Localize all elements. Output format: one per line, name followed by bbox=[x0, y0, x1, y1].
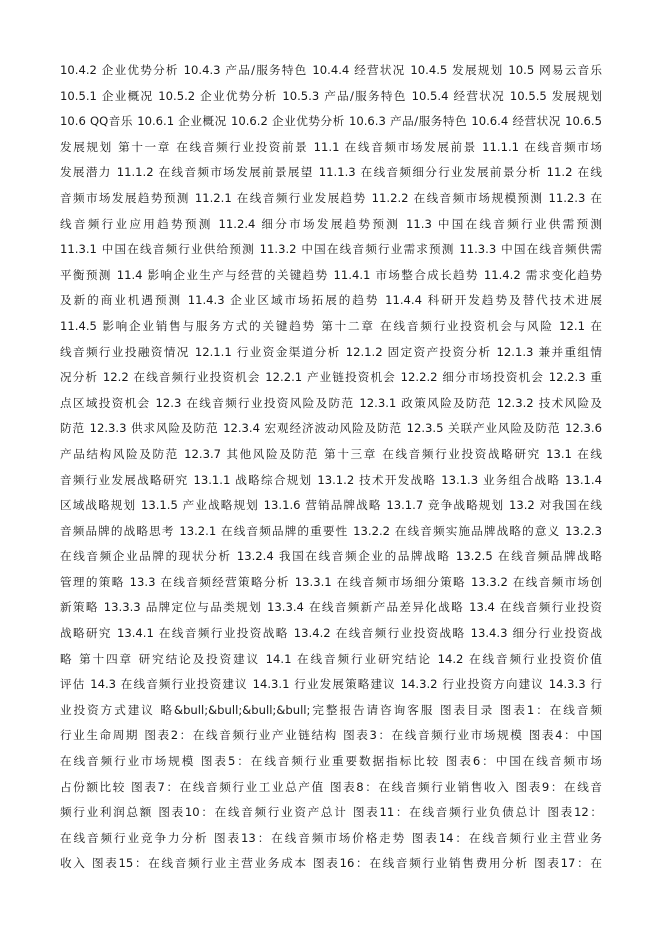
text-line: 评估 14.3 在线音频行业投资建议 14.3.1 行业发展策略建议 14.3.2 行业投资方向建议 14.3.3 行 bbox=[60, 677, 602, 692]
text-line: 收入 图表15：在线音频行业主营业务成本 图表16：在线音频行业销售费用分析 图表17：在 bbox=[60, 856, 602, 871]
text-line: 管理的策略 13.3 在线音频经营策略分析 13.3.1 在线音频市场细分策略 13.3.2 在线音频市场创 bbox=[60, 574, 602, 589]
document-text-block bbox=[60, 58, 602, 877]
text-line: 区域战略规划 13.1.5 产业战略规划 13.1.6 营销品牌战略 13.1.7 竞争战略规划 13.2 对我国在线 bbox=[60, 498, 602, 513]
text-line: 10.5.1 企业概况 10.5.2 企业优势分析 10.5.3 产品/服务特色 10.5.4 经营状况 10.5.5 发展规划 bbox=[60, 88, 602, 103]
text-line: 线音频行业应用趋势预测 11.2.4 细分市场发展趋势预测 11.3 中国在线音频行业供需预测 bbox=[60, 216, 602, 231]
text-line: 10.4.2 企业优势分析 10.4.3 产品/服务特色 10.4.4 经营状况 10.4.5 发展规划 10.5 网易云音乐 bbox=[60, 63, 602, 77]
text-line: 及新的商业机遇预测 11.4.3 企业区域市场拓展的趋势 11.4.4 科研开发趋势及替代技术进展 bbox=[60, 293, 602, 308]
text-line: 音频行业发展战略研究 13.1.1 战略综合规划 13.1.2 技术开发战略 13.1.3 业务组合战略 13.1.4 bbox=[60, 472, 602, 487]
text-line: 平衡预测 11.4 影响企业生产与经营的关键趋势 11.4.1 市场整合成长趋势 11.4.2 需求变化趋势 bbox=[60, 267, 602, 282]
text-line: 占份额比较 图表7：在线音频行业工业总产值 图表8：在线音频行业销售收入 图表9：在线音 bbox=[60, 779, 602, 794]
text-line: 在线音频行业市场规模 图表5：在线音频行业重要数据指标比较 图表6：中国在线音频市场 bbox=[60, 754, 602, 769]
text-line: 音频品牌的战略思考 13.2.1 在线音频品牌的重要性 13.2.2 在线音频实施品牌战略的意义 13.2.3 bbox=[60, 523, 602, 538]
text-line: 产品结构风险及防范 12.3.7 其他风险及防范 第十三章 在线音频行业投资战略研究 13.1 在线 bbox=[60, 446, 602, 461]
text-line: 在线音频企业品牌的现状分析 13.2.4 我国在线音频企业的品牌战略 13.2.5 在线音频品牌战略 bbox=[60, 549, 602, 564]
text-line: 战略研究 13.4.1 在线音频行业投资战略 13.4.2 在线音频行业投资战略 13.4.3 细分行业投资战 bbox=[60, 626, 602, 641]
text-line: 频行业利润总额 图表10：在线音频行业资产总计 图表11：在线音频行业负债总计 图表12： bbox=[60, 805, 602, 820]
text-line: 业投资方式建议 略&bull;&bull;&bull;&bull;完整报告请咨询客服 图表目录 图表1：在线音频 bbox=[60, 702, 602, 717]
text-line: 线音频行业投融资情况 12.1.1 行业资金渠道分析 12.1.2 固定资产投资分析 12.1.3 兼并重组情 bbox=[60, 344, 602, 359]
text-line: 11.4.5 影响企业销售与服务方式的关键趋势 第十二章 在线音频行业投资机会与风险 12.1 在 bbox=[60, 318, 602, 333]
text-line: 况分析 12.2 在线音频行业投资机会 12.2.1 产业链投资机会 12.2.2 细分市场投资机会 12.2.3 重 bbox=[60, 370, 602, 385]
text-line: 10.6 QQ音乐 10.6.1 企业概况 10.6.2 企业优势分析 10.6.3 产品/服务特色 10.6.4 经营状况 10.6.5 bbox=[60, 114, 602, 129]
text-line: 行业生命周期 图表2：在线音频行业产业链结构 图表3：在线音频行业市场规模 图表4：中国 bbox=[60, 728, 602, 743]
text-line: 略 第十四章 研究结论及投资建议 14.1 在线音频行业研究结论 14.2 在线音频行业投资价值 bbox=[60, 651, 602, 666]
text-line: 新策略 13.3.3 品牌定位与品类规划 13.3.4 在线音频新产品差异化战略 13.4 在线音频行业投资 bbox=[60, 600, 602, 615]
text-line: 音频市场发展趋势预测 11.2.1 在线音频行业发展趋势 11.2.2 在线音频市场规模预测 11.2.3 在 bbox=[60, 190, 602, 205]
text-line: 在线音频行业竞争力分析 图表13：在线音频市场价格走势 图表14：在线音频行业主营业务 bbox=[60, 830, 602, 845]
text-line: 11.3.1 中国在线音频行业供给预测 11.3.2 中国在线音频行业需求预测 11.3.3 中国在线音频供需 bbox=[60, 242, 602, 257]
text-line: 点区域投资机会 12.3 在线音频行业投资风险及防范 12.3.1 政策风险及防范 12.3.2 技术风险及 bbox=[60, 395, 602, 410]
text-line: 防范 12.3.3 供求风险及防范 12.3.4 宏观经济波动风险及防范 12.3.5 关联产业风险及防范 12.3.6 bbox=[60, 421, 602, 436]
text-line: 发展潜力 11.1.2 在线音频市场发展前景展望 11.1.3 在线音频细分行业发展前景分析 11.2 在线 bbox=[60, 165, 602, 180]
text-line: 发展规划 第十一章 在线音频行业投资前景 11.1 在线音频市场发展前景 11.1.1 在线音频市场 bbox=[60, 139, 602, 154]
